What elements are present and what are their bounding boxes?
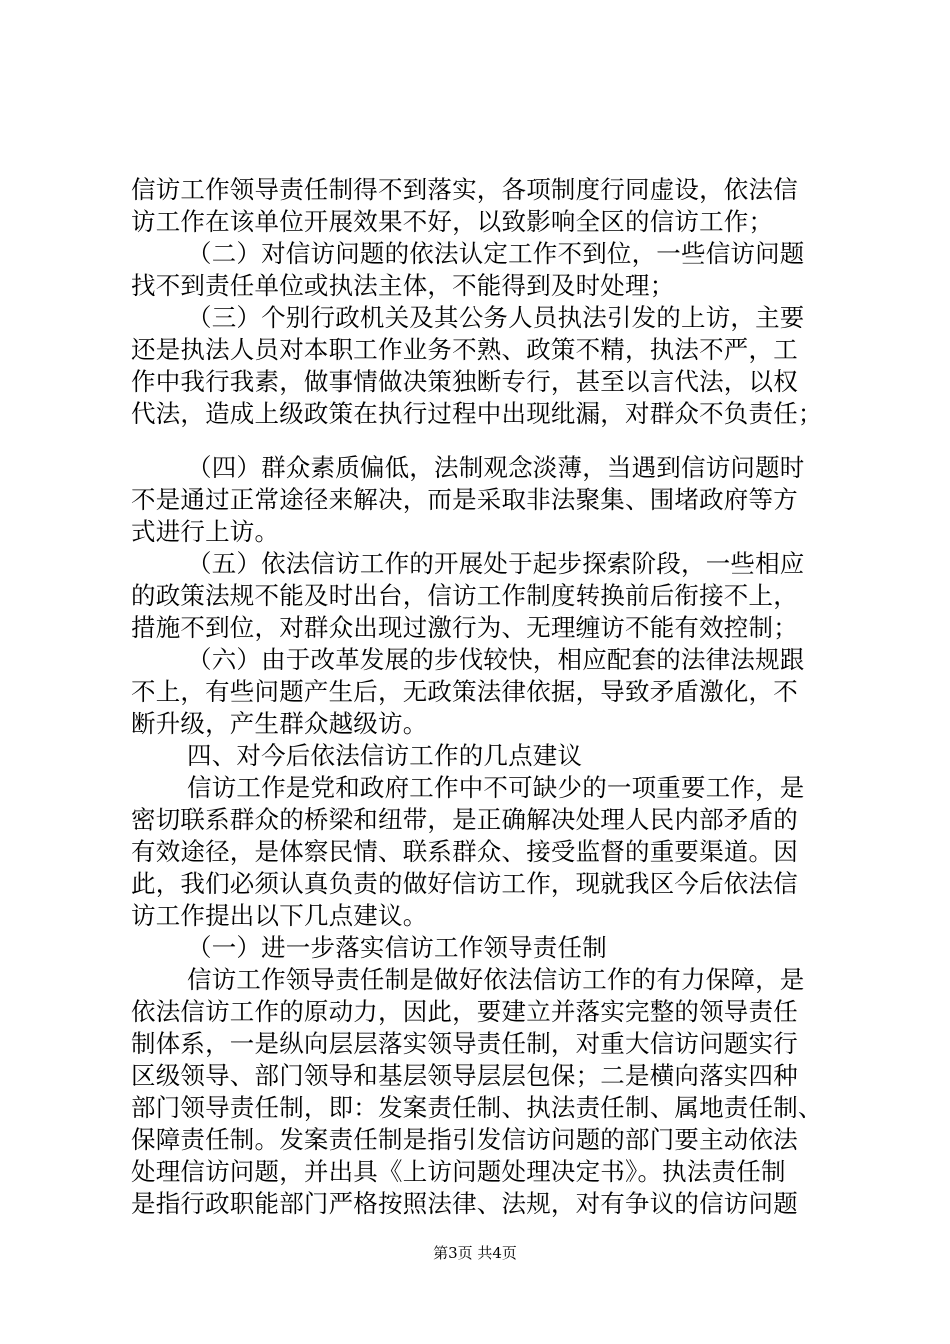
text-line: （六）由于改革发展的步伐较快，相应配套的法律法规跟: [187, 645, 805, 674]
text-line: 信访工作领导责任制是做好依法信访工作的有力保障，是: [187, 965, 805, 994]
text-line: 信访工作领导责任制得不到落实，各项制度行同虚设，依法信: [131, 175, 798, 204]
text-line: 断升级，产生群众越级访。: [131, 709, 428, 738]
text-line: 作中我行我素，做事情做决策独断专行，甚至以言代法，以权: [131, 367, 798, 396]
text-line: 不上，有些问题产生后，无政策法律依据，导致矛盾激化，不: [131, 677, 798, 706]
text-line: 密切联系群众的桥梁和纽带，是正确解决处理人民内部矛盾的: [131, 805, 798, 834]
text-line: 信访工作是党和政府工作中不可缺少的一项重要工作，是: [187, 773, 805, 802]
text-line: 还是执法人员对本职工作业务不熟、政策不精，执法不严，工: [131, 335, 798, 364]
text-line: 不是通过正常途径来解决，而是采取非法聚集、围堵政府等方: [131, 485, 798, 514]
text-line: 措施不到位，对群众出现过激行为、无理缠访不能有效控制；: [131, 613, 798, 642]
text-line: （五）依法信访工作的开展处于起步探索阶段，一些相应: [187, 549, 805, 578]
text-line: 访工作在该单位开展效果不好，以致影响全区的信访工作；: [131, 207, 774, 236]
section-heading: 四、对今后依法信访工作的几点建议: [187, 741, 583, 770]
text-line: 有效途径，是体察民情、联系群众、接受监督的重要渠道。因: [131, 837, 798, 866]
page-footer: 第3页 共4页: [433, 1244, 517, 1262]
text-line: （二）对信访问题的依法认定工作不到位，一些信访问题: [187, 239, 805, 268]
text-line: 的政策法规不能及时出台，信访工作制度转换前后衔接不上，: [131, 581, 798, 610]
text-line: 访工作提出以下几点建议。: [131, 901, 428, 930]
text-line: （四）群众素质偏低，法制观念淡薄，当遇到信访问题时: [187, 453, 805, 482]
text-line: 式进行上访。: [131, 517, 280, 546]
text-line: （三）个别行政机关及其公务人员执法引发的上访，主要: [187, 303, 805, 332]
text-line: 是指行政职能部门严格按照法律、法规，对有争议的信访问题: [131, 1189, 798, 1218]
text-line: 此，我们必须认真负责的做好信访工作，现就我区今后依法信: [131, 869, 798, 898]
text-line: 代法，造成上级政策在执行过程中出现纰漏，对群众不负责任；: [131, 399, 823, 428]
text-line: 制体系，一是纵向层层落实领导责任制，对重大信访问题实行: [131, 1029, 798, 1058]
text-line: 依法信访工作的原动力，因此，要建立并落实完整的领导责任: [131, 997, 798, 1026]
text-line: 处理信访问题，并出具《上访问题处理决定书》。执法责任制: [131, 1157, 786, 1186]
text-line: 找不到责任单位或执法主体，不能得到及时处理；: [131, 271, 675, 300]
text-line: 保障责任制。发案责任制是指引发信访问题的部门要主动依法: [131, 1125, 798, 1154]
text-line: 部门领导责任制，即：发案责任制、执法责任制、属地责任制、: [131, 1093, 823, 1122]
subsection-heading: （一）进一步落实信访工作领导责任制: [187, 933, 607, 962]
text-line: 区级领导、部门领导和基层领导层层包保；二是横向落实四种: [131, 1061, 798, 1090]
